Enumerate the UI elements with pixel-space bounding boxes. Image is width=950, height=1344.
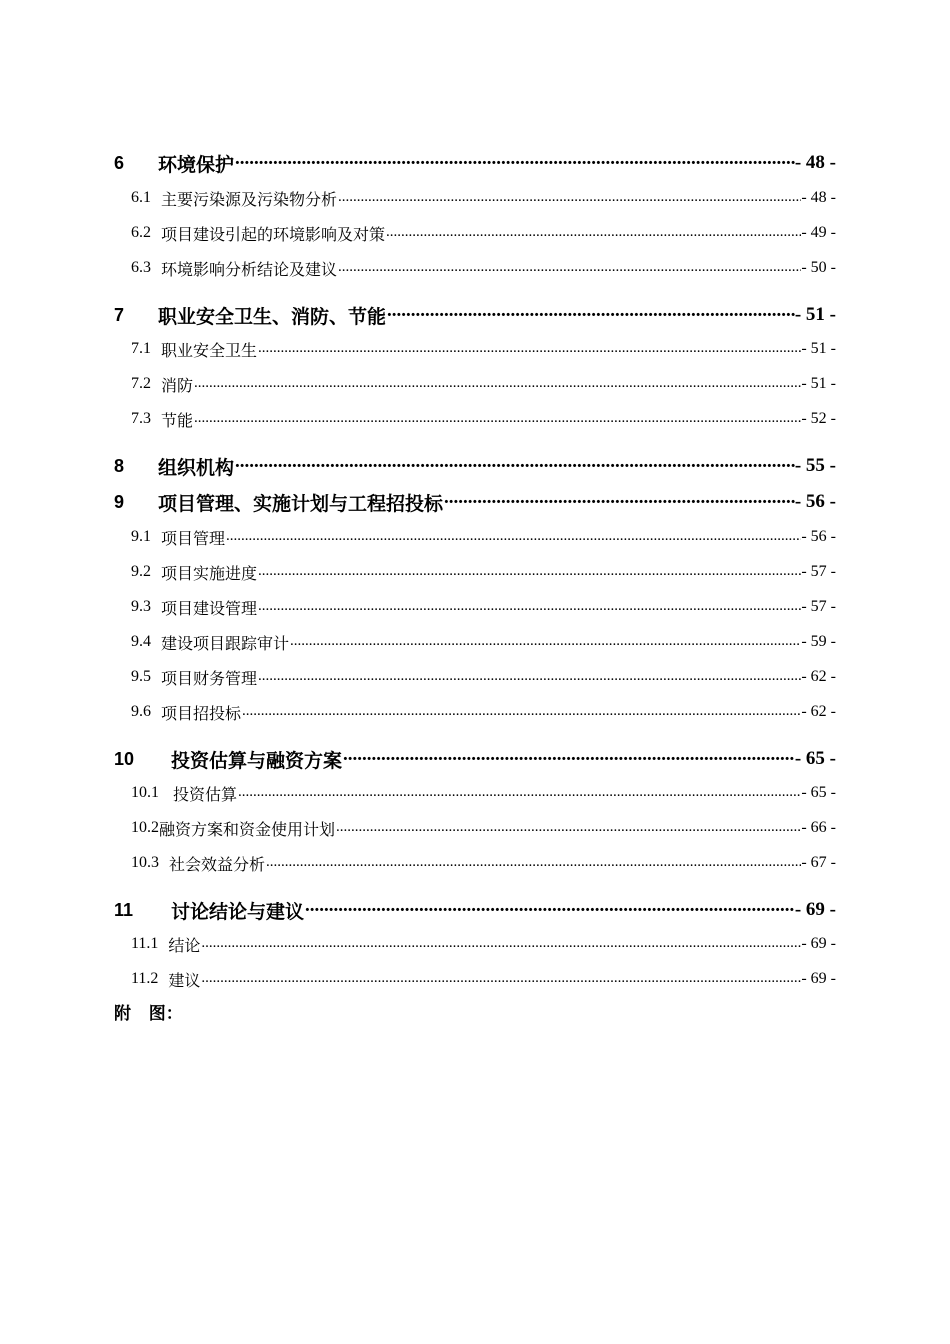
toc-dot-leader <box>265 855 801 871</box>
toc-chapter-9[interactable] <box>0 487 950 517</box>
toc-section-number: 7.2 <box>131 375 151 392</box>
toc-section-number: 9.3 <box>131 598 151 615</box>
toc-section-number: 9.5 <box>131 668 151 685</box>
toc-dot-leader <box>257 669 801 685</box>
toc-section-number: 9.4 <box>131 633 151 650</box>
toc-chapter-title: 讨论结论与建议 <box>171 900 305 923</box>
toc-section-9-3[interactable] <box>0 592 950 622</box>
toc-section-number: 7.1 <box>131 340 151 357</box>
toc-dot-leader <box>337 190 801 206</box>
toc-dot-leader <box>257 564 801 580</box>
toc-page-number: - 62 - <box>801 668 836 685</box>
toc-page-number: - 55 - <box>794 455 836 476</box>
toc-chapter-8[interactable] <box>0 451 950 481</box>
toc-dot-leader <box>385 225 801 241</box>
toc-page-number: - 49 - <box>801 224 836 241</box>
toc-chapter-title: 职业安全卫生、消防、节能 <box>158 305 387 328</box>
toc-section-title: 建议 <box>168 970 201 990</box>
toc-page-number: - 69 - <box>801 935 836 952</box>
toc-dot-leader <box>193 376 801 392</box>
toc-section-title: 节能 <box>161 410 194 430</box>
toc-page-number: - 52 - <box>801 410 836 427</box>
toc-section-title: 社会效益分析 <box>169 854 266 874</box>
toc-page-number: - 50 - <box>801 259 836 276</box>
toc-dot-leader <box>237 785 801 801</box>
toc-page-number: - 57 - <box>801 598 836 615</box>
toc-section-number: 6.3 <box>131 259 151 276</box>
toc-section-11-1[interactable] <box>0 929 950 959</box>
toc-dot-leader <box>234 457 795 475</box>
toc-page-number: - 51 - <box>801 375 836 392</box>
toc-section-number: 9.1 <box>131 528 151 545</box>
toc-dot-leader <box>200 936 801 952</box>
toc-section-10-3[interactable] <box>0 848 950 878</box>
toc-dot-leader <box>193 411 801 427</box>
toc-section-6-3[interactable] <box>0 253 950 283</box>
toc-chapter-10[interactable] <box>0 744 950 774</box>
toc-section-title: 项目实施进度 <box>161 563 258 583</box>
toc-section-title: 融资方案和资金使用计划 <box>159 819 336 839</box>
toc-dot-leader <box>241 704 801 720</box>
toc-section-title: 建设项目跟踪审计 <box>161 633 290 653</box>
toc-chapter-7[interactable] <box>0 300 950 330</box>
toc-chapter-number: 11 <box>114 899 134 920</box>
toc-section-number: 11.2 <box>131 970 159 987</box>
toc-section-title: 主要污染源及污染物分析 <box>161 189 338 209</box>
toc-chapter-number: 7 <box>114 304 125 325</box>
toc-section-number: 7.3 <box>131 410 151 427</box>
toc-section-10-1[interactable] <box>0 778 950 808</box>
toc-section-10-2[interactable] <box>0 813 950 843</box>
toc-section-title: 项目建设引起的环境影响及对策 <box>161 224 386 244</box>
toc-section-title: 项目招投标 <box>161 703 242 723</box>
toc-chapter-number: 6 <box>114 152 125 173</box>
toc-section-7-1[interactable] <box>0 334 950 364</box>
toc-section-9-2[interactable] <box>0 557 950 587</box>
toc-page-number: - 56 - <box>794 491 836 512</box>
toc-section-number: 6.2 <box>131 224 151 241</box>
appendix-heading: 附 图： <box>114 1004 183 1024</box>
toc-chapter-6[interactable] <box>0 148 950 178</box>
toc-section-title: 结论 <box>168 935 201 955</box>
toc-section-6-2[interactable] <box>0 218 950 248</box>
toc-dot-leader <box>304 901 795 919</box>
toc-section-title: 环境影响分析结论及建议 <box>161 259 338 279</box>
toc-page-number: - 67 - <box>801 854 836 871</box>
toc-section-title: 投资估算 <box>173 784 238 804</box>
toc-chapter-title: 投资估算与融资方案 <box>171 749 343 772</box>
toc-chapter-title: 组织机构 <box>158 456 235 479</box>
toc-section-6-1[interactable] <box>0 183 950 213</box>
toc-page-number: - 48 - <box>801 189 836 206</box>
toc-dot-leader <box>342 750 795 768</box>
toc-chapter-number: 9 <box>114 491 125 512</box>
toc-dot-leader <box>257 599 801 615</box>
toc-chapter-title: 项目管理、实施计划与工程招投标 <box>158 492 444 515</box>
toc-section-title: 项目建设管理 <box>161 598 258 618</box>
toc-section-number: 6.1 <box>131 189 151 206</box>
toc-section-title: 消防 <box>161 375 194 395</box>
toc-page-number: - 62 - <box>801 703 836 720</box>
toc-section-title: 职业安全卫生 <box>161 340 258 360</box>
toc-page-number: - 57 - <box>801 563 836 580</box>
toc-dot-leader <box>335 820 801 836</box>
toc-section-9-5[interactable] <box>0 662 950 692</box>
toc-dot-leader <box>257 341 801 357</box>
toc-section-number: 9.2 <box>131 563 151 580</box>
toc-dot-leader <box>200 971 801 987</box>
toc-section-11-2[interactable] <box>0 964 950 994</box>
toc-page-number: - 56 - <box>801 528 836 545</box>
toc-section-number: 10.3 <box>131 854 159 871</box>
toc-section-9-4[interactable] <box>0 627 950 657</box>
toc-page-number: - 66 - <box>801 819 836 836</box>
toc-chapter-11[interactable] <box>0 895 950 925</box>
toc-chapter-title: 环境保护 <box>158 153 235 176</box>
toc-section-number: 11.1 <box>131 935 159 952</box>
toc-dot-leader <box>386 306 795 324</box>
toc-section-title: 项目财务管理 <box>161 668 258 688</box>
toc-section-number: 10.1 <box>131 784 159 801</box>
toc-dot-leader <box>337 260 801 276</box>
toc-dot-leader <box>234 154 795 172</box>
toc-page-number: - 65 - <box>801 784 836 801</box>
toc-page-number: - 69 - <box>801 970 836 987</box>
toc-dot-leader <box>289 634 801 650</box>
toc-dot-leader <box>225 529 801 545</box>
toc-page-number: - 51 - <box>794 304 836 325</box>
toc-section-number: 9.6 <box>131 703 151 720</box>
toc-section-number: 10.2 <box>131 819 159 836</box>
toc-page-number: - 69 - <box>794 899 836 920</box>
toc-chapter-number: 10 <box>114 748 135 769</box>
toc-page-number: - 51 - <box>801 340 836 357</box>
toc-chapter-number: 8 <box>114 455 125 476</box>
toc-section-title: 项目管理 <box>161 528 226 548</box>
toc-section-7-3[interactable] <box>0 404 950 434</box>
toc-section-7-2[interactable] <box>0 369 950 399</box>
toc-section-9-1[interactable] <box>0 522 950 552</box>
toc-page-number: - 59 - <box>801 633 836 650</box>
toc-dot-leader <box>443 493 795 511</box>
toc-page-number: - 65 - <box>794 748 836 769</box>
toc-page-number: - 48 - <box>794 152 836 173</box>
toc-section-9-6[interactable] <box>0 697 950 727</box>
